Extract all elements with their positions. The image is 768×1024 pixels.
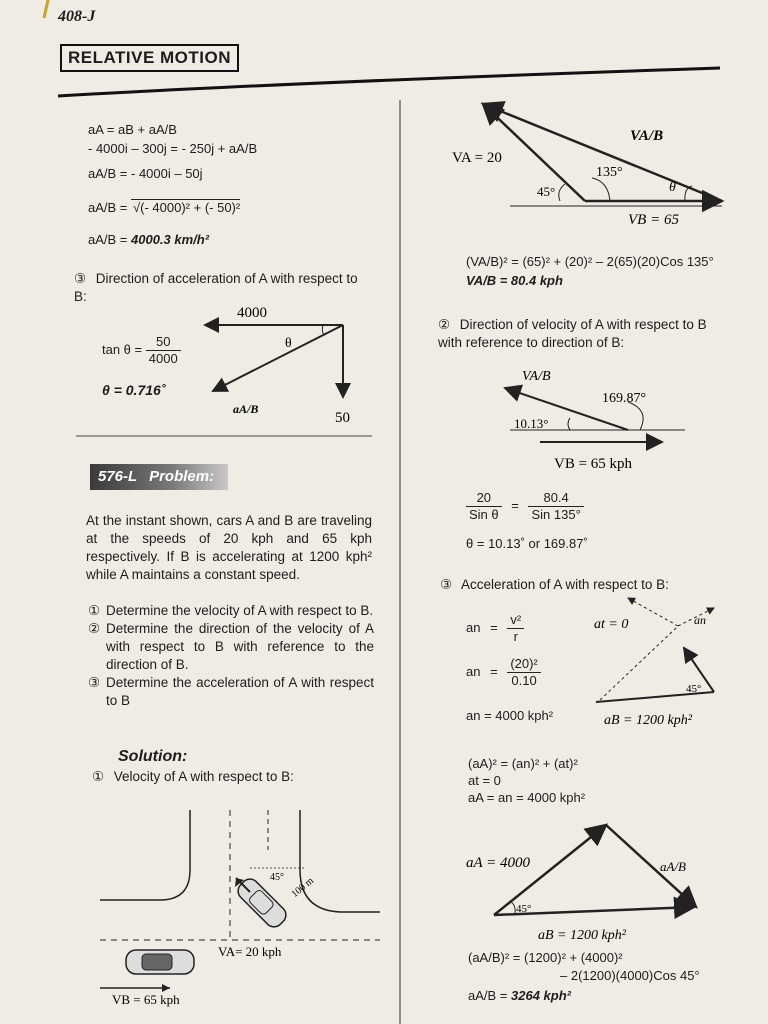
road-intersection-diagram — [90, 800, 390, 1015]
final-equation: – 2(1200)(4000)Cos 45° — [560, 968, 700, 983]
acceleration-triangle-diagram — [460, 815, 725, 945]
problem-tag — [90, 464, 228, 490]
section-divider — [76, 434, 376, 438]
equation-line: - 4000i – 300j = - 250j + aA/B — [88, 141, 258, 156]
solution-title: Solution: — [118, 748, 188, 765]
acc-label-an: an — [694, 613, 706, 627]
acc-label-45: 45° — [686, 683, 702, 695]
road-label-45: 45° — [270, 872, 284, 883]
section-title: RELATIVE MOTION — [60, 44, 239, 72]
an-substitution: an = $\frac{\text{(20)²}}{0.10}$ — [466, 656, 541, 689]
acceleration-components-diagram — [588, 590, 728, 740]
tri1-label-vb: VB = 65 — [628, 212, 679, 228]
equation-line: aA/B = - 4000i – 50j — [88, 166, 203, 181]
diagram-label-4000: 4000 — [237, 305, 267, 321]
road-label-100m: 100 m — [289, 875, 316, 900]
task-item: ③ Determine the acceleration of A with respect to B — [88, 675, 374, 708]
theta-result: θ = 0.716˚ — [102, 382, 166, 398]
tri1-label-45: 45° — [537, 184, 556, 199]
equation-lhs: aA/B = — [88, 200, 128, 215]
step-heading: ② Direction of velocity of A with respect to B with reference to direction of B: — [438, 317, 707, 350]
equation-rhs: √(- 4000)² + (- 50)² — [133, 200, 241, 215]
dir-label-vb: VB = 65 kph — [554, 456, 633, 472]
final-equation: (aA/B)² = (1200)² + (4000)² — [468, 950, 623, 965]
tan-denominator: 4000 — [148, 351, 178, 366]
tan-numerator: 50 — [146, 334, 181, 351]
sine-result: θ = 10.13˚ or 169.87˚ — [466, 536, 588, 551]
equation-line — [88, 200, 240, 216]
result-lhs: aA/B = — [88, 232, 128, 247]
diagram-label-50: 50 — [335, 410, 350, 426]
task-item: ① Determine the velocity of A with respect to B. — [88, 603, 374, 618]
tri1-label-theta: θ — [669, 180, 676, 195]
aa-equation: aA = an = 4000 kph² — [468, 790, 586, 805]
tan-lhs: tan θ = — [102, 341, 143, 357]
dir-label-16987: 169.87° — [602, 391, 647, 406]
sine-law-equation: $\frac{20}{\text{Sin θ}}$ = $\frac{80.4}{\text{Sin 135°}}$ — [466, 490, 584, 523]
tri2-label-45: 45° — [516, 903, 532, 915]
an-result: an = 4000 kph² — [466, 708, 554, 723]
solution-step: ① Velocity of A with respect to B: — [92, 769, 294, 784]
tan-fraction — [146, 334, 181, 367]
problem-number: 576-L — [98, 468, 137, 485]
tri2-label-aab: aA/B — [660, 859, 686, 874]
column-divider — [398, 100, 402, 1024]
dir-label-1013: 10.13° — [514, 416, 549, 431]
problem-statement: At the instant shown, cars A and B are traveling at the speeds of 20 kph and 65 kph respectively. If B is accelerating at 1200 kph² while A maintains a constant speed. — [86, 513, 372, 582]
diagram-label-theta: θ — [285, 336, 292, 351]
direction-diagram — [500, 360, 715, 475]
step-number: ③ — [74, 271, 87, 286]
velocity-triangle-diagram — [440, 96, 730, 236]
tri1-label-va: VA = 20 — [452, 150, 502, 166]
tri2-label-ab: aB = 1200 kph² — [538, 928, 626, 943]
an-formula: an = $\frac{\text{v²}}{r}$ — [466, 612, 524, 645]
step-heading: ③ Acceleration of A with respect to B: — [440, 577, 669, 592]
car-b — [126, 950, 194, 974]
result-line — [88, 232, 209, 248]
acceleration-vector-diagram — [195, 295, 375, 430]
equation-line: aA = aB + aA/B — [88, 122, 177, 137]
tri2-label-aa: aA = 4000 — [466, 855, 531, 871]
final-result: aA/B = 3264 kph² — [468, 988, 571, 1003]
page-number: 408-J — [58, 8, 96, 25]
step-text: Direction of acceleration of A with respect to B: — [74, 271, 358, 304]
problem-label: Problem: — [149, 468, 215, 485]
vab-result: VA/B = 80.4 kph — [466, 273, 563, 288]
task-list — [88, 602, 374, 710]
road-label-va: VA= 20 kph — [218, 944, 282, 959]
diagram-label-aab: aA/B — [233, 402, 259, 416]
tri1-label-vab: VA/B — [630, 128, 664, 144]
acc-label-ab: aB = 1200 kph² — [604, 713, 692, 728]
result-value: 4000.3 km/h² — [131, 232, 210, 247]
task-item: ② Determine the direction of the velocity of A with respect to B with reference to the direction of B. — [88, 621, 374, 672]
acc-label-at: at = 0 — [594, 617, 629, 632]
tri1-label-135: 135° — [596, 165, 623, 180]
dir-label-vab: VA/B — [522, 369, 551, 384]
tan-equation — [102, 334, 181, 367]
aa-equation: (aA)² = (an)² + (at)² — [468, 756, 578, 771]
aa-equation: at = 0 — [468, 773, 501, 788]
cosine-equation: (VA/B)² = (65)² + (20)² – 2(65)(20)Cos 135° — [466, 254, 714, 269]
road-label-vb: VB = 65 kph — [112, 992, 180, 1007]
